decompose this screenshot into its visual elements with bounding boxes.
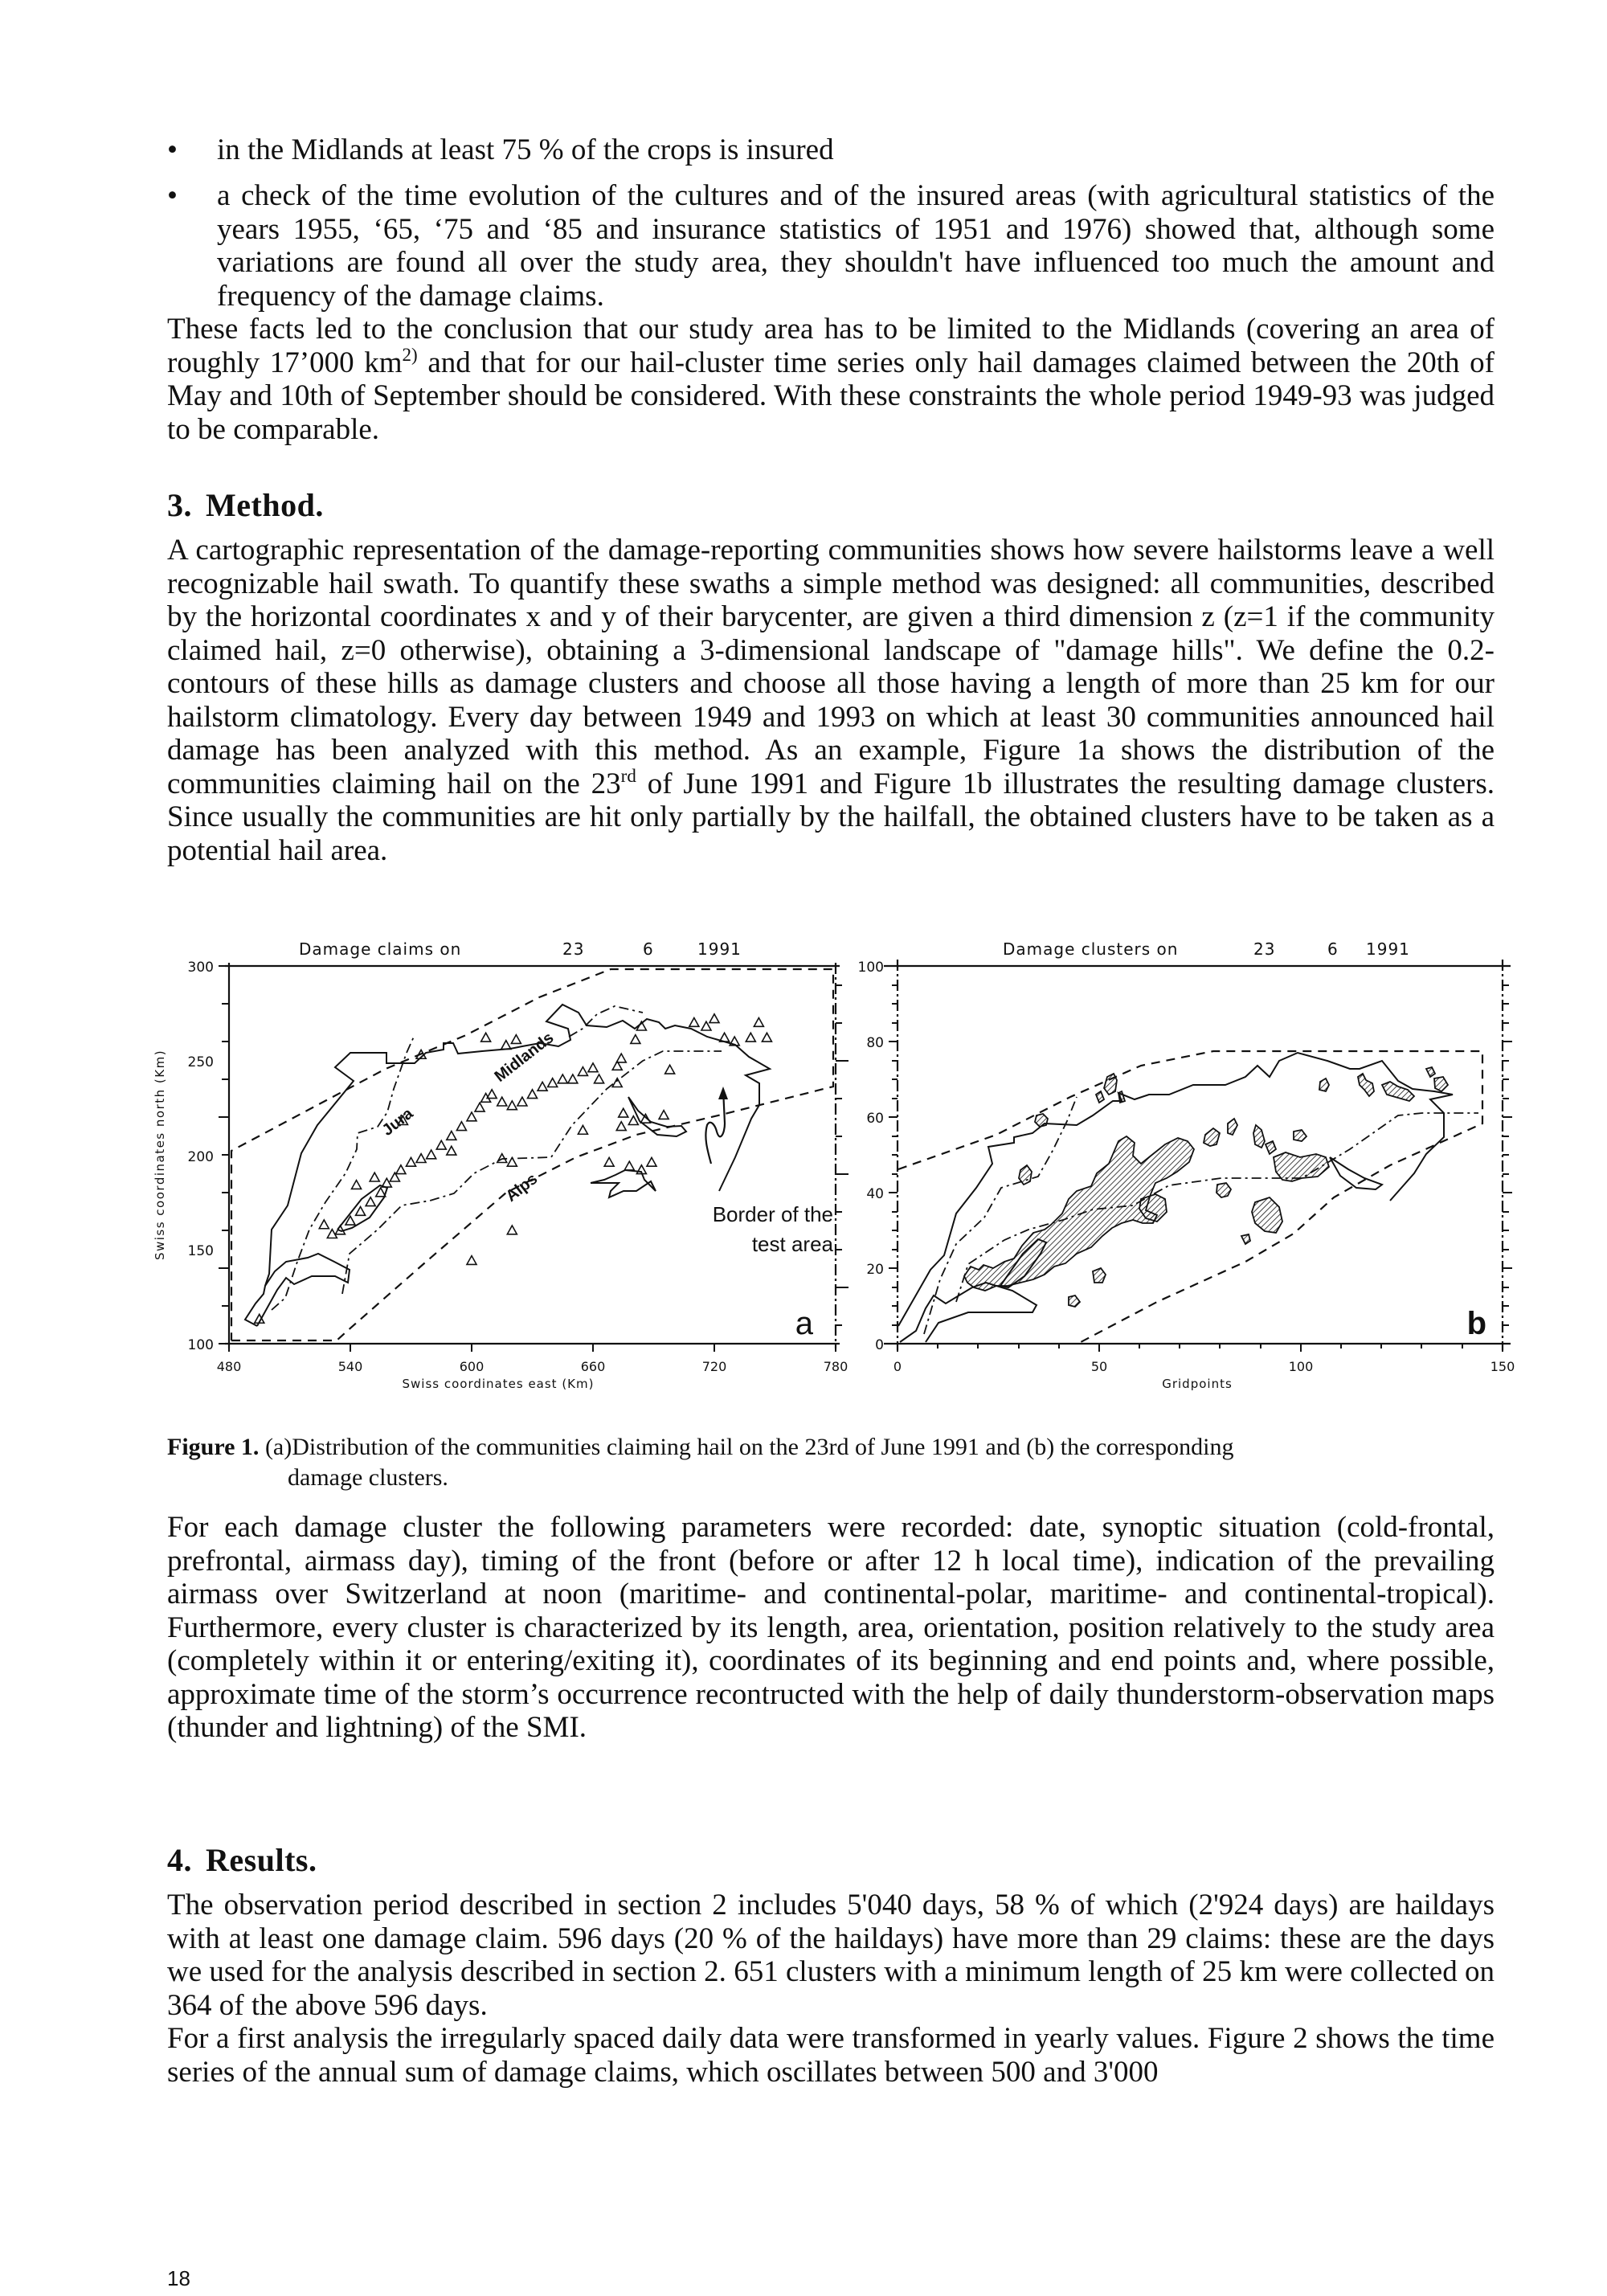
triangle-marker-icon [659, 1111, 669, 1119]
cluster [1358, 1074, 1374, 1096]
triangle-marker-icon [588, 1063, 598, 1072]
triangle-marker-icon [319, 1220, 329, 1229]
triangle-marker-icon [568, 1074, 578, 1083]
superscript: 2) [402, 344, 418, 365]
triangle-marker-icon [447, 1146, 456, 1155]
cluster [1294, 1130, 1306, 1141]
paragraph-text: For each damage cluster the following parameters were recorded: date, synoptic situation (cold-frontal, prefrontal, airmass day), timing of the front (before or after 12 h local time), indication of the prevailing airmass over Switzerland at noon (maritime- and continental-polar, maritime- and continental-tropical). Furthermore, every cluster is characterized by its length, area, orientation, position relatively to the study area (completely within it or entering/exiting it), coordinates of its beginning and end points and, where possible, approximate time of the storm’s occurrence recontructed with the help of daily thunderstorm-observation maps (thunder and lightning) of the SMI. [167, 1511, 1495, 1744]
section-title: Method. [206, 487, 324, 523]
bullet-text: in the Midlands at least 75 % of the crops is insured [217, 133, 834, 166]
paragraph-text: The observation period described in section 2 includes 5'040 days, 58 % of which (2'924 days) are haildays with at least one damage claim. 596 days (20 % of the haildays) have more than 29 claims: these are the days we used for the analysis described in section 2. 651 clusters with a minimum length of 25 km were collected on 364 of the above 596 days. [167, 1889, 1495, 2022]
cluster [1266, 1141, 1276, 1154]
panel-label-a: a [795, 1306, 813, 1341]
triangle-marker-icon [640, 1114, 650, 1123]
x-tick-label: 540 [337, 1359, 363, 1374]
chart-title-day: 23 [1253, 939, 1276, 959]
figure-caption [167, 1432, 1495, 1493]
triangle-marker-icon [436, 1140, 446, 1149]
cluster [1253, 1125, 1265, 1148]
chart-title-month: 6 [643, 939, 654, 959]
arrow-head-icon [718, 1087, 728, 1099]
region-label-alps: Alps [502, 1169, 542, 1205]
triangle-marker-icon [376, 1188, 386, 1197]
panel-label-b: b [1466, 1306, 1486, 1341]
damage-clusters [964, 1067, 1448, 1307]
triangle-marker-icon [467, 1256, 476, 1265]
triangle-marker-icon [619, 1108, 628, 1117]
test-area-border [231, 969, 833, 1340]
x-tick-label: 660 [580, 1359, 606, 1374]
triangle-marker-icon [528, 1090, 538, 1099]
cluster [1241, 1234, 1250, 1244]
triangle-marker-icon [487, 1090, 497, 1099]
page-number: 18 [167, 2266, 190, 2290]
paragraph-parameters [167, 1511, 1495, 1745]
y-tick-label: 40 [866, 1186, 884, 1202]
x-tick-label: 600 [459, 1359, 485, 1374]
bullet-item [167, 179, 1495, 313]
y-tick-label: 100 [857, 960, 884, 976]
country-outline-north [265, 1005, 770, 1286]
triangle-marker-icon [612, 1078, 622, 1087]
y-tick-label: 200 [187, 1149, 214, 1165]
triangle-marker-icon [616, 1054, 626, 1062]
triangle-marker-icon [507, 1226, 517, 1234]
bullet-text: a check of the time evolution of the cultures and of the insured areas (with agricultural statistics of the years 1955, ‘65, ‘75 and ‘85 and insurance statistics of 1951 and 1976) showed that, although some variations are found all over the study area, they shouldn't have influenced too much the amount and frequency of the damage claims. [217, 179, 1495, 313]
country-outline [245, 1254, 350, 1326]
y-tick-label: 60 [866, 1111, 884, 1127]
triangle-marker-icon [665, 1065, 675, 1074]
cluster [1096, 1091, 1104, 1103]
triangle-marker-icon [631, 1035, 640, 1044]
triangle-marker-icon [746, 1033, 755, 1042]
triangle-marker-icon [356, 1207, 366, 1216]
triangle-marker-icon [647, 1157, 656, 1166]
triangle-marker-icon [628, 1116, 638, 1125]
cluster [1104, 1074, 1117, 1095]
paragraph-results-2 [167, 2022, 1495, 2089]
triangle-marker-icon [456, 1122, 466, 1131]
triangle-marker-icon [507, 1157, 517, 1166]
text-run: of June 1991 and Figure 1b illustrates the resulting damage clusters. Since usually the communities are hit only partially by the hailfall, the obtained clusters have to be taken as a potential hail area. [167, 767, 1495, 867]
border-label-line2: test area [751, 1232, 833, 1256]
cluster [1228, 1119, 1237, 1135]
triangle-marker-icon [475, 1103, 485, 1111]
triangle-marker-icon [754, 1018, 763, 1027]
cluster [1216, 1183, 1231, 1197]
text-run: These facts led to the conclusion that our study area has to be limited to the Midlands (covering an area of roughly 17’000 km [167, 313, 1495, 379]
chart-title-year: 1991 [697, 939, 742, 959]
triangle-marker-icon [558, 1074, 567, 1083]
triangle-marker-icon [578, 1125, 587, 1134]
x-tick-label: 0 [893, 1359, 902, 1374]
y-tick-label: 20 [866, 1262, 884, 1278]
triangle-marker-icon [762, 1033, 771, 1042]
triangle-marker-icon [720, 1033, 730, 1042]
cluster [1434, 1077, 1448, 1091]
y-tick-label: 80 [866, 1035, 884, 1051]
text-run: and that for our hail-cluster time series only hail damages claimed between the 20th of May and 10th of September should be considered. With these constraints the whole period 1949-93 was judged to be comparable. [167, 346, 1495, 446]
y-axis-label: Swiss coordinates north (Km) [153, 1049, 167, 1261]
section-heading-results [167, 1841, 317, 1879]
cluster [1252, 1197, 1282, 1233]
triangle-marker-icon [578, 1067, 587, 1076]
triangle-marker-icon [382, 1178, 391, 1187]
triangle-marker-icon [604, 1157, 614, 1166]
x-tick-label: 150 [1490, 1359, 1515, 1374]
triangle-marker-icon [511, 1035, 521, 1044]
superscript: rd [620, 765, 636, 786]
triangle-marker-icon [595, 1074, 604, 1083]
caption-continuation: damage clusters. [288, 1464, 448, 1491]
triangle-marker-icon [481, 1033, 491, 1042]
x-tick-label: 480 [216, 1359, 242, 1374]
triangle-marker-icon [689, 1018, 699, 1027]
triangle-marker-icon [467, 1112, 476, 1121]
lake-outline [337, 1185, 387, 1231]
x-axis-label: Gridpoints [1162, 1377, 1233, 1391]
region-divider [569, 1006, 643, 1037]
cluster [1019, 1165, 1032, 1185]
cluster [1319, 1078, 1329, 1091]
x-tick-label: 50 [1090, 1359, 1108, 1374]
map-plot-a [145, 908, 868, 1406]
chart-title-month: 6 [1327, 939, 1339, 959]
triangle-marker-icon [624, 1161, 634, 1170]
chart-title: Damage clusters on [1003, 939, 1179, 959]
bullet-item [167, 133, 1495, 167]
triangle-marker-icon [709, 1014, 719, 1023]
section-heading-method [167, 486, 324, 524]
figure-1a-damage-claims-map [145, 908, 868, 1410]
region-label-jura: Jura [378, 1104, 417, 1140]
triangle-marker-icon [370, 1173, 379, 1181]
x-axis-label: Swiss coordinates east (Km) [402, 1377, 595, 1391]
triangle-marker-icon [427, 1150, 436, 1159]
bullet-icon: • [167, 179, 178, 212]
triangle-marker-icon [407, 1157, 416, 1166]
map-plot-b [836, 908, 1543, 1406]
lake-outline [1330, 1157, 1382, 1189]
y-tick-label: 100 [187, 1337, 214, 1353]
x-tick-label: 720 [701, 1359, 727, 1374]
cluster [1274, 1152, 1329, 1181]
paragraph-method [167, 534, 1495, 867]
cluster [1426, 1067, 1435, 1077]
y-tick-label: 300 [187, 960, 214, 976]
cluster [1118, 1091, 1125, 1103]
bullet-icon: • [167, 133, 178, 166]
triangle-marker-icon [447, 1132, 456, 1140]
section-title: Results. [206, 1842, 317, 1878]
caption-text: (a)Distribution of the communities claiming hail on the 23rd of June 1991 and (b) the corresponding [259, 1434, 1234, 1460]
triangle-marker-icon [396, 1165, 406, 1174]
border-arrow [705, 1089, 725, 1164]
cluster [1093, 1268, 1106, 1283]
y-tick-label: 150 [187, 1243, 214, 1259]
chart-title-day: 23 [562, 939, 585, 959]
caption-label: Figure 1. [167, 1434, 260, 1460]
region-label-midlands: Midlands [491, 1029, 558, 1086]
country-outline-sw [900, 1283, 1037, 1342]
chart-title: Damage claims on [299, 939, 462, 959]
section-number: 4. [167, 1842, 192, 1878]
figure-1b-damage-clusters-map [836, 908, 1543, 1410]
x-tick-label: 780 [823, 1359, 848, 1374]
cluster [1204, 1128, 1220, 1146]
triangle-marker-icon [538, 1082, 547, 1091]
chart-title-year: 1991 [1366, 939, 1410, 959]
y-tick-label: 250 [187, 1054, 214, 1070]
paragraph-conclusion [167, 313, 1495, 446]
x-tick-label: 100 [1288, 1359, 1314, 1374]
triangle-marker-icon [517, 1097, 527, 1106]
cluster [1035, 1114, 1048, 1127]
section-number: 3. [167, 487, 192, 523]
paragraph-text: For a first analysis the irregularly spaced daily data were transformed in yearly values. Figure 2 shows the time series of the annual sum of damage claims, which oscillates between 500 and 3'000 [167, 2022, 1495, 2089]
triangle-marker-icon [366, 1197, 375, 1206]
region-divider [272, 1037, 414, 1310]
triangle-marker-icon [352, 1181, 362, 1189]
triangle-marker-icon [497, 1097, 507, 1106]
y-tick-label: 0 [875, 1337, 884, 1353]
cluster [1069, 1295, 1080, 1307]
triangle-marker-icon [507, 1101, 517, 1110]
triangle-marker-icon [501, 1041, 511, 1050]
text-run: A cartographic representation of the damage-reporting communities shows how severe hailstorms leave a well recognizable hail swath. To quantify these swaths a simple method was designed: all communities, described by the horizontal coordinates x and y of their barycenter, are given a third dimension z (z=1 if the community claimed hail, z=0 otherwise), obtaining a 3-dimensional landscape of "damage hills". We define the 0.2-contours of these hills as damage clusters and choose all those having a length of more than 25 km for our hailstorm climatology. Every day between 1949 and 1993 on which at least 30 communities announced hail damage has been analyzed with this method. As an example, Figure 1a shows the distribution of the communities claiming hail on the 23 [167, 534, 1495, 800]
triangle-marker-icon [416, 1154, 426, 1163]
border-label-line1: Border of the [712, 1202, 833, 1226]
paragraph-results-1 [167, 1889, 1495, 2022]
triangle-marker-icon [548, 1078, 558, 1087]
cluster [1382, 1082, 1414, 1101]
triangle-marker-icon [616, 1122, 626, 1131]
